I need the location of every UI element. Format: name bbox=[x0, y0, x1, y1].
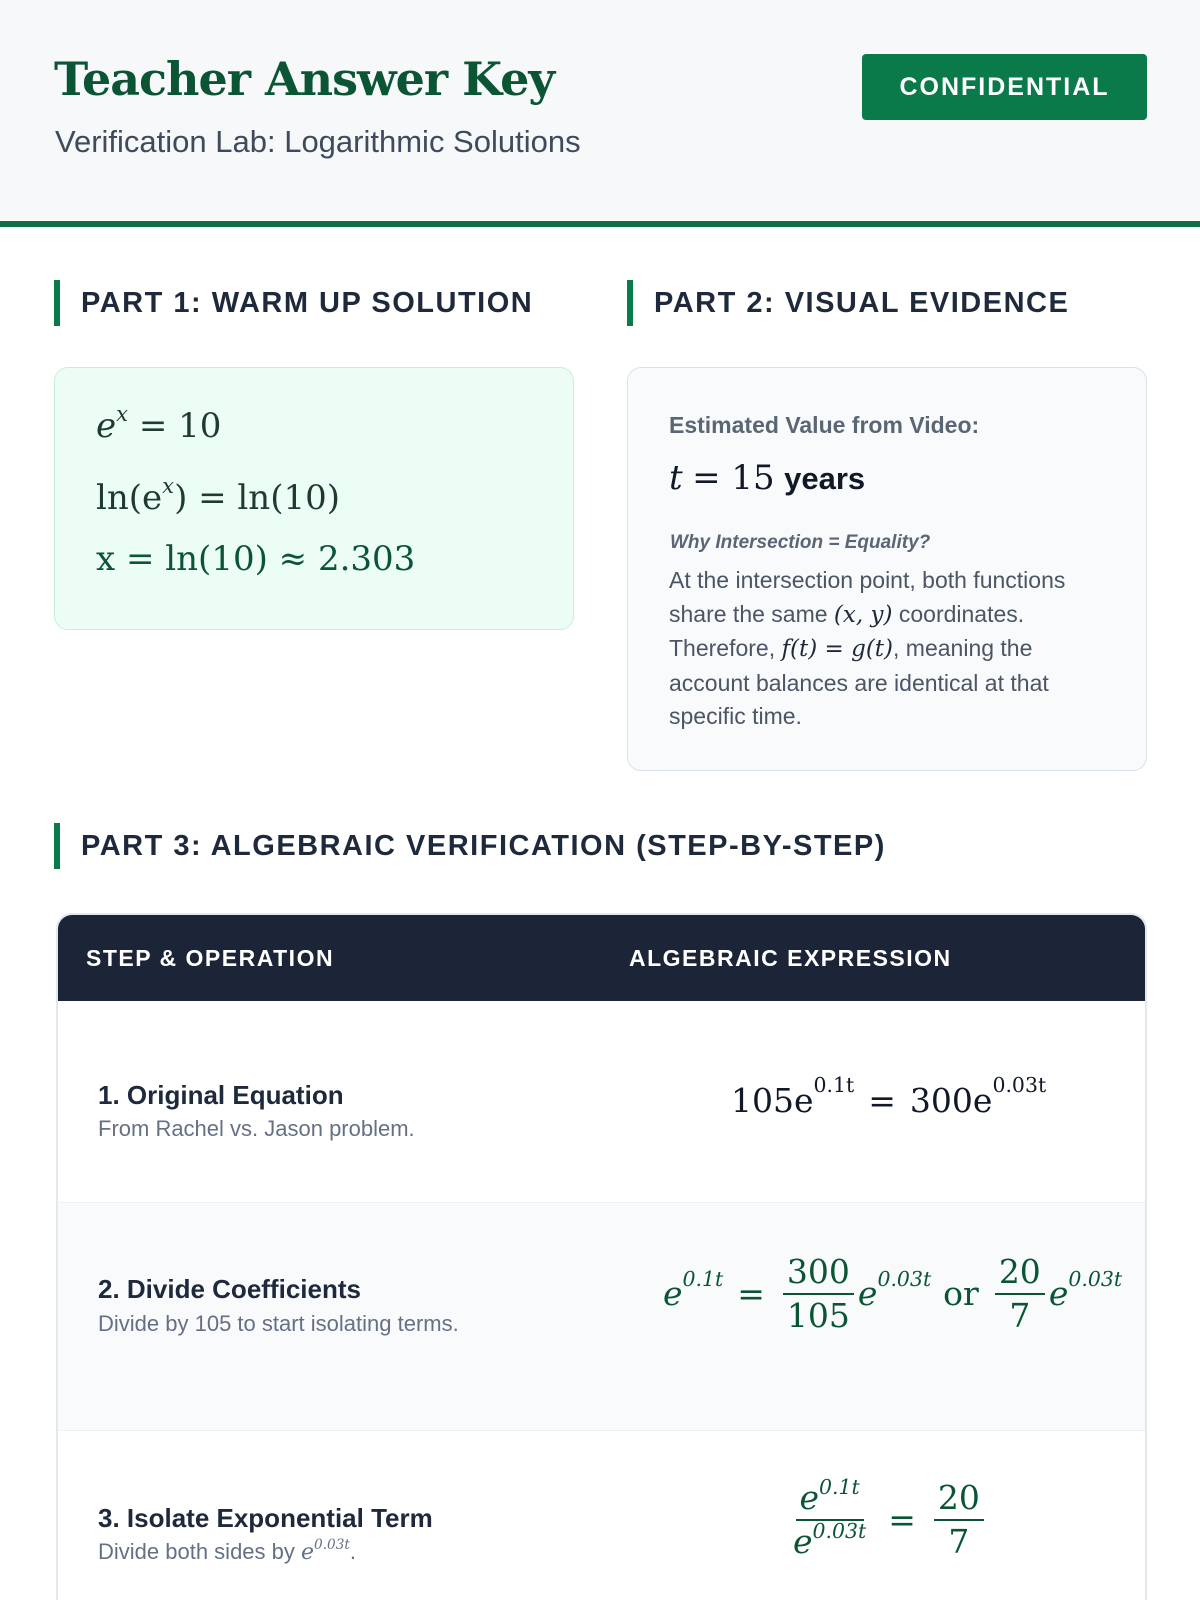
fraction-denominator: 7 bbox=[948, 1521, 970, 1561]
equation-base: e bbox=[96, 406, 117, 446]
expression-term: e bbox=[799, 1478, 820, 1517]
fraction-numerator: 20 bbox=[934, 1479, 984, 1521]
table-header bbox=[58, 915, 1145, 1001]
step-title: 1. Original Equation bbox=[98, 1080, 344, 1110]
fraction-numerator: 20 bbox=[995, 1253, 1045, 1295]
expression-exponent: 0.03t bbox=[992, 1073, 1047, 1098]
expression-term: e bbox=[857, 1274, 878, 1314]
description-exponent: 0.03t bbox=[314, 1536, 350, 1553]
equation-exponent: x bbox=[162, 473, 175, 499]
fraction bbox=[789, 1474, 870, 1561]
explanation-part: , meaning the account balances are identical at that specific time. bbox=[669, 635, 1049, 729]
part1-heading: PART 1: WARM UP SOLUTION bbox=[54, 280, 533, 326]
explanation-text bbox=[669, 564, 1119, 734]
coordinates-expression: (x, y) bbox=[833, 601, 893, 628]
fraction-numerator bbox=[796, 1474, 864, 1521]
step-description: Divide by 105 to start isolating terms. bbox=[98, 1311, 459, 1336]
value-number: = 15 bbox=[692, 458, 775, 498]
warm-up-solution-box bbox=[54, 367, 574, 630]
fraction-denominator: 7 bbox=[1009, 1295, 1031, 1335]
fraction bbox=[783, 1253, 854, 1335]
equation-rhs: ) = ln(10) bbox=[174, 478, 340, 518]
equals-sign: = bbox=[737, 1274, 765, 1314]
fraction-denominator bbox=[789, 1518, 870, 1561]
expression-term: 300e bbox=[909, 1081, 993, 1120]
step-description: From Rachel vs. Jason problem. bbox=[98, 1116, 415, 1141]
equation-lhs: ln(e bbox=[96, 478, 163, 518]
expression-exponent: 0.03t bbox=[812, 1518, 867, 1543]
table-row bbox=[58, 1203, 1145, 1431]
visual-evidence-box bbox=[627, 367, 1147, 771]
or-word: or bbox=[943, 1274, 979, 1314]
equation-line-1 bbox=[96, 401, 222, 446]
explanation-part: coordinates. Therefore, bbox=[669, 600, 1025, 661]
table-row bbox=[58, 1431, 1145, 1600]
part2-heading: PART 2: VISUAL EVIDENCE bbox=[627, 280, 1069, 326]
expression-term: e bbox=[793, 1521, 813, 1561]
expression-exponent: 0.1t bbox=[819, 1474, 860, 1499]
fraction bbox=[995, 1253, 1045, 1335]
column-header-expression: ALGEBRAIC EXPRESSION bbox=[629, 944, 952, 971]
description-part: Divide both sides by bbox=[98, 1539, 301, 1564]
column-header-step: STEP & OPERATION bbox=[86, 944, 335, 971]
page-title: Teacher Answer Key bbox=[54, 52, 555, 106]
explanation-part: At the intersection point, both functions share the same bbox=[669, 567, 1066, 627]
equation-line-2 bbox=[96, 473, 340, 518]
page-subtitle: Verification Lab: Logarithmic Solutions bbox=[55, 124, 581, 159]
estimated-value bbox=[669, 458, 865, 498]
equation-rhs: = 10 bbox=[138, 406, 222, 446]
equals-sign: = bbox=[888, 1500, 916, 1540]
expression-term: e bbox=[663, 1274, 683, 1314]
step-title: 2. Divide Coefficients bbox=[98, 1274, 361, 1304]
step-expression bbox=[663, 1253, 1122, 1335]
description-part: . bbox=[349, 1539, 356, 1564]
equation-line-3: x = ln(10) ≈ 2.303 bbox=[96, 539, 416, 579]
expression-exponent: 0.1t bbox=[682, 1266, 724, 1291]
why-heading: Why Intersection = Equality? bbox=[670, 532, 931, 553]
function-equality-expression: f(t) = g(t) bbox=[781, 636, 894, 662]
description-math: e bbox=[301, 1540, 315, 1565]
fraction-denominator: 105 bbox=[786, 1295, 850, 1335]
part3-heading: PART 3: ALGEBRAIC VERIFICATION (STEP-BY-STEP) bbox=[54, 823, 886, 869]
value-variable: t bbox=[669, 458, 683, 498]
equals-sign: = bbox=[868, 1081, 896, 1120]
fraction-numerator: 300 bbox=[783, 1253, 854, 1295]
page-header bbox=[0, 0, 1200, 227]
equation-exponent: x bbox=[116, 401, 129, 427]
step-expression bbox=[785, 1474, 988, 1561]
fraction bbox=[934, 1479, 984, 1561]
table-row bbox=[58, 1001, 1145, 1203]
verification-table bbox=[56, 913, 1147, 1600]
step-title: 3. Isolate Exponential Term bbox=[98, 1503, 433, 1533]
expression-term: 105e bbox=[731, 1081, 814, 1120]
confidential-badge: CONFIDENTIAL bbox=[862, 54, 1147, 120]
expression-term: e bbox=[1048, 1274, 1069, 1314]
step-description bbox=[98, 1536, 356, 1565]
expression-exponent: 0.1t bbox=[813, 1073, 855, 1098]
expression-exponent: 0.03t bbox=[1068, 1266, 1123, 1291]
value-unit: years bbox=[784, 461, 866, 496]
step-expression bbox=[731, 1073, 1047, 1120]
expression-exponent: 0.03t bbox=[877, 1266, 932, 1291]
estimated-value-label: Estimated Value from Video: bbox=[669, 412, 980, 438]
